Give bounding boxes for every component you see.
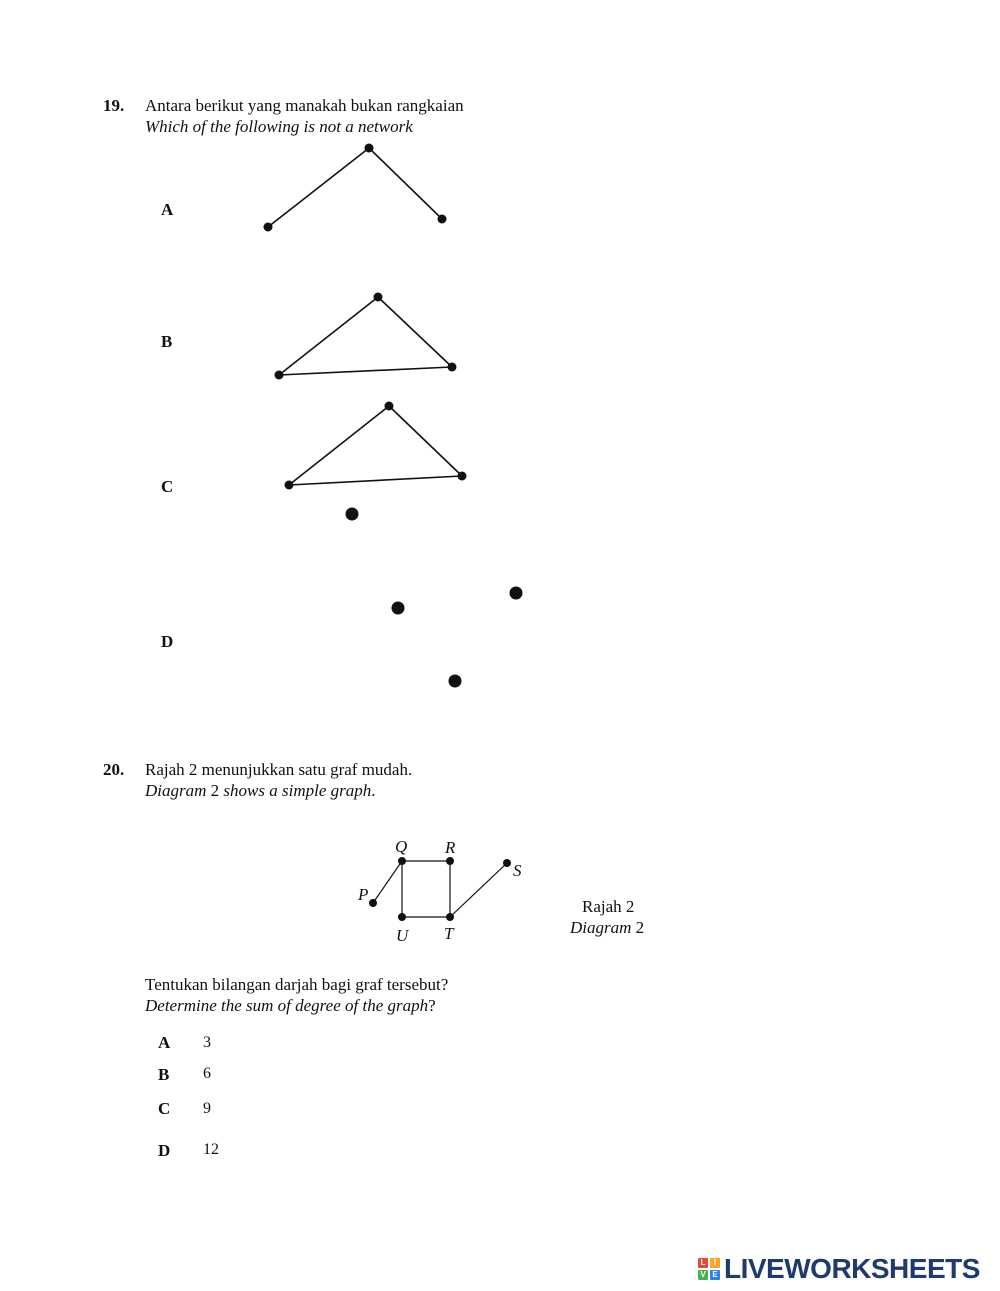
vertex-u: [398, 913, 406, 921]
vertex: [365, 144, 374, 153]
vertex: [449, 675, 462, 688]
vertex: [264, 223, 273, 232]
q20-answer-b-value[interactable]: 6: [203, 1065, 211, 1082]
vertex: [385, 402, 394, 411]
edge: [279, 297, 378, 375]
q19-option-b-label[interactable]: B: [161, 332, 173, 351]
label-p: P: [358, 885, 369, 904]
q19-option-a-label[interactable]: A: [161, 200, 174, 219]
q19-text-en: Which of the following is not a network: [145, 117, 413, 136]
vertex-p: [369, 899, 377, 907]
q20-caption-ms: Rajah 2: [582, 897, 635, 916]
edge: [378, 297, 452, 367]
q20-answer-d-value[interactable]: 12: [203, 1141, 219, 1158]
q20-answer-c-value[interactable]: 9: [203, 1100, 211, 1117]
q19-number: 19.: [103, 96, 125, 115]
q20-answer-d-label[interactable]: D: [158, 1141, 171, 1160]
logo-tile: E: [710, 1270, 720, 1280]
edge: [268, 148, 369, 227]
logo-tile: L: [698, 1258, 708, 1268]
liveworksheets-logo-icon: [698, 1258, 720, 1280]
q20-caption-en: Diagram 2: [570, 918, 645, 937]
label-q: Q: [395, 837, 408, 856]
edge-p-q: [373, 861, 402, 903]
q19-option-d-label[interactable]: D: [161, 632, 174, 651]
q20-number: 20.: [103, 760, 125, 779]
edge: [389, 406, 462, 476]
vertex-s: [503, 859, 511, 867]
label-u: U: [396, 926, 409, 945]
q19-option-d-figure: [392, 587, 523, 688]
q19-option-c-figure: [285, 402, 467, 521]
logo-tile: V: [698, 1270, 708, 1280]
vertex: [438, 215, 447, 224]
edge: [289, 476, 462, 485]
q20-answer-c-label[interactable]: C: [158, 1099, 171, 1118]
q20-diagram: [357, 837, 522, 945]
vertex: [448, 363, 457, 372]
vertex: [275, 371, 284, 380]
q19-text-ms: Antara berikut yang manakah bukan rangkaian: [145, 96, 464, 115]
q20-answer-a-label[interactable]: A: [158, 1033, 171, 1052]
vertex: [392, 602, 405, 615]
q20-answer-a-value[interactable]: 3: [203, 1034, 211, 1051]
q20-text-ms: Rajah 2 menunjukkan satu graf mudah.: [145, 760, 413, 779]
edge: [289, 406, 389, 485]
q20-answer-b-label[interactable]: B: [158, 1065, 170, 1084]
label-r: R: [445, 838, 456, 857]
vertex: [285, 481, 294, 490]
q20-text-en-rest: 2: [210, 781, 224, 800]
vertex: [346, 508, 359, 521]
q19-option-b-figure: [275, 293, 457, 380]
q19-option-c-label[interactable]: C: [161, 477, 174, 496]
edge: [279, 367, 452, 375]
label-t: T: [444, 924, 454, 943]
q20-question-en: Determine the sum of degree of the graph?: [145, 996, 436, 1015]
label-s: S: [513, 861, 522, 880]
vertex: [458, 472, 467, 481]
liveworksheets-brand[interactable]: [698, 1253, 980, 1285]
logo-tile: I: [710, 1258, 720, 1268]
q20-question-ms: Tentukan bilangan darjah bagi graf tersebut?: [145, 975, 449, 994]
q20-text-en: Diagram 2 shows a simple graph.: [145, 781, 376, 800]
vertex: [374, 293, 383, 302]
vertex-q: [398, 857, 406, 865]
vertex-t: [446, 913, 454, 921]
q19-option-a-figure: [264, 144, 447, 232]
vertex-r: [446, 857, 454, 865]
vertex: [510, 587, 523, 600]
brand-name: LIVEWORKSHEETS: [724, 1253, 980, 1284]
edge-t-s: [450, 863, 507, 917]
edge: [369, 148, 442, 219]
